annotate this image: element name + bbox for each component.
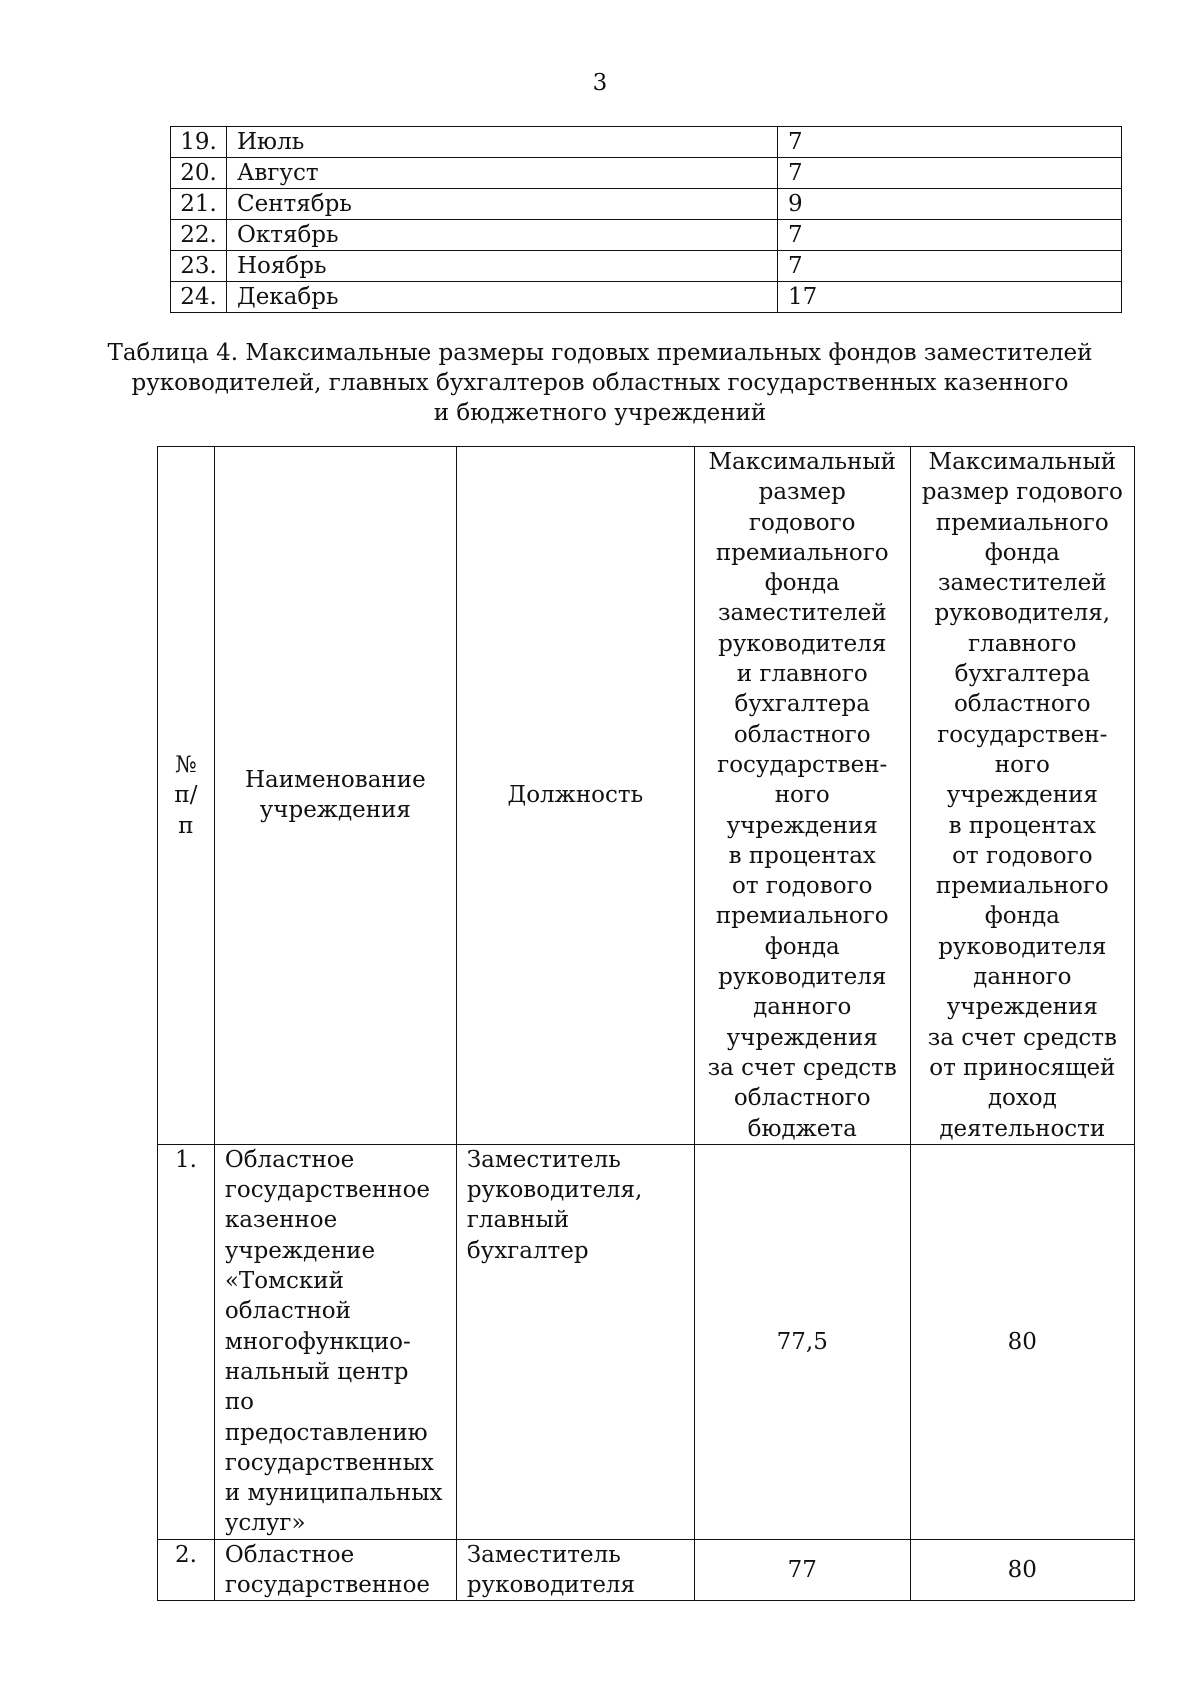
row-number: 19. [171, 127, 227, 158]
table-row [158, 1144, 1135, 1539]
income-fund-value: 80 [910, 1144, 1134, 1539]
header-budget-fund: Максимальный размер годового премиального фонда заместителей руководителя и главного бухгалтера областного государствен- ного учреждения в процентах от годового премиального фонда руководителя данного учреждения за счет средств областного бюджета [694, 447, 910, 1145]
row-number: 20. [171, 158, 227, 189]
table-row [171, 189, 1122, 220]
institution-name: Областное государственное [214, 1539, 456, 1601]
table-row [171, 158, 1122, 189]
header-row [158, 447, 1135, 1145]
month-value: 17 [778, 282, 1122, 313]
budget-fund-value: 77 [694, 1539, 910, 1601]
month-value: 7 [778, 127, 1122, 158]
table-row [171, 282, 1122, 313]
row-number: 21. [171, 189, 227, 220]
header-position: Должность [456, 447, 694, 1145]
row-number: 24. [171, 282, 227, 313]
institution-name: Областное государственное казенное учреждение «Томский областной многофункцио- нальный центр по предоставлению государственных и муниципальных услуг» [214, 1144, 456, 1539]
header-number: № п/п [158, 447, 215, 1145]
row-number: 23. [171, 251, 227, 282]
month-value: 7 [778, 251, 1122, 282]
premium-fund-table [157, 446, 1135, 1601]
month-value: 7 [778, 158, 1122, 189]
income-fund-value: 80 [910, 1539, 1134, 1601]
month-value: 7 [778, 220, 1122, 251]
month-value: 9 [778, 189, 1122, 220]
position-name: Заместитель руководителя [456, 1539, 694, 1601]
month-name: Июль [227, 127, 778, 158]
month-name: Ноябрь [227, 251, 778, 282]
month-name: Сентябрь [227, 189, 778, 220]
position-name: Заместитель руководителя, главный бухгалтер [456, 1144, 694, 1539]
row-number: 2. [158, 1539, 215, 1601]
month-name: Октябрь [227, 220, 778, 251]
month-name: Декабрь [227, 282, 778, 313]
month-name: Август [227, 158, 778, 189]
table-row [171, 220, 1122, 251]
header-income-fund: Максимальный размер годового премиального фонда заместителей руководителя, главного бухгалтера областного государствен- ного учреждения в процентах от годового премиального фонда руководителя данного учреждения за счет средств от приносящей доход деятельности [910, 447, 1134, 1145]
budget-fund-value: 77,5 [694, 1144, 910, 1539]
row-number: 22. [171, 220, 227, 251]
table-row [158, 1539, 1135, 1601]
header-institution: Наименование учреждения [214, 447, 456, 1145]
table-caption: Таблица 4. Максимальные размеры годовых премиальных фондов заместителей руководителей, главных бухгалтеров областных государственных казенного и бюджетного учреждений [107, 340, 1093, 426]
table-row [171, 127, 1122, 158]
table-row [171, 251, 1122, 282]
row-number: 1. [158, 1144, 215, 1539]
months-table [170, 126, 1122, 313]
page-number: 3 [592, 70, 608, 96]
